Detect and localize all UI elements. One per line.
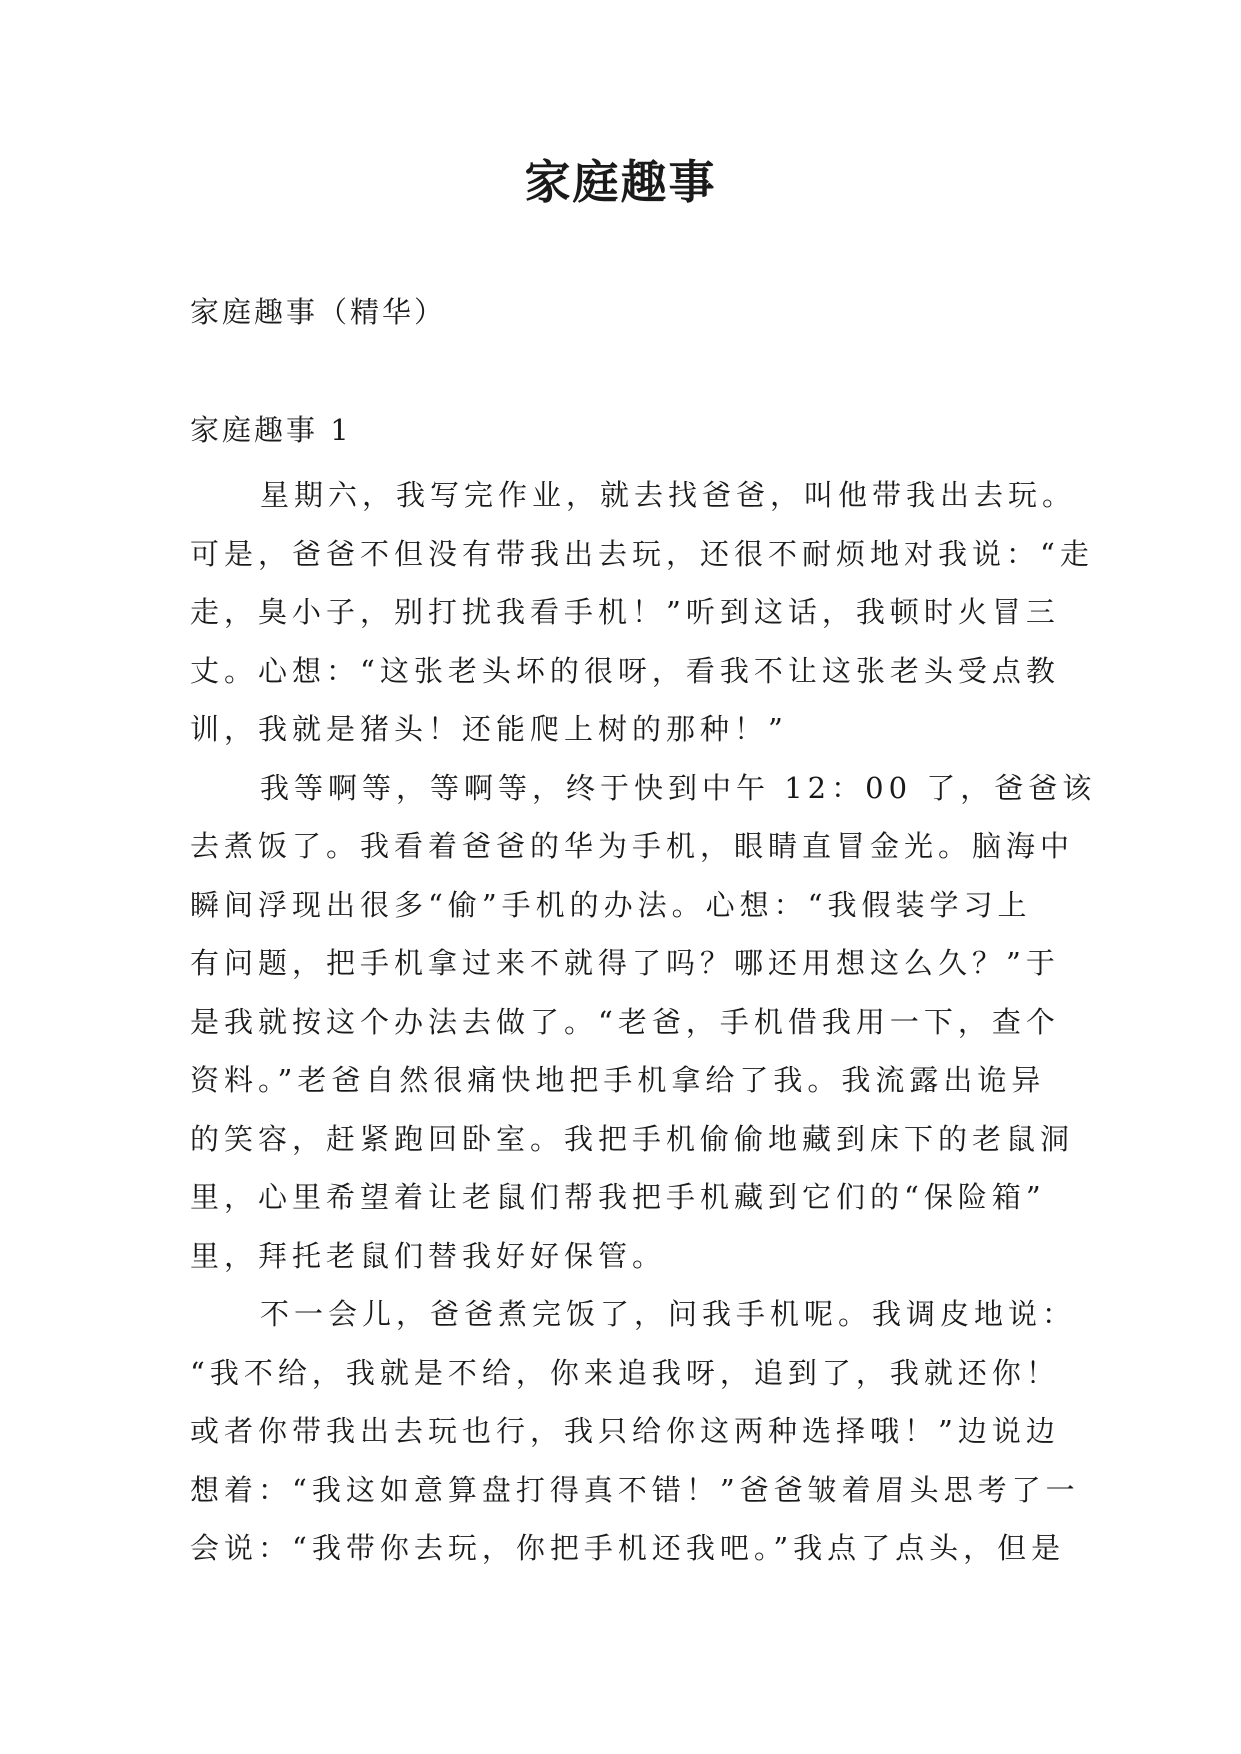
paragraph-line: 有问题，把手机拿过来不就得了吗？哪还用想这么久？”于 bbox=[190, 946, 1060, 980]
paragraph-line: “我不给，我就是不给，你来追我呀，追到了，我就还你！ bbox=[190, 1355, 1060, 1390]
paragraph-line: 去煮饭了。我看着爸爸的华为手机，眼睛直冒金光。脑海中 bbox=[190, 829, 1075, 863]
paragraph-line: 训，我就是猪头！还能爬上树的那种！” bbox=[190, 712, 788, 746]
paragraph-line: 不一会儿，爸爸煮完饭了，问我手机呢。我调皮地说： bbox=[260, 1297, 1077, 1331]
body-text bbox=[190, 466, 1097, 1578]
paragraph-line: 资料。”老爸自然很痛快地把手机拿给了我。我流露出诡异 bbox=[190, 1063, 1046, 1097]
paragraph-line: 或者你带我出去玩也行，我只给你这两种选择哦！”边说边 bbox=[190, 1414, 1060, 1448]
paragraph-line: 里，拜托老鼠们替我好好保管。 bbox=[190, 1238, 667, 1273]
paragraph-line: 瞬间浮现出很多“偷”手机的办法。心想：“我假装学习上 bbox=[190, 887, 1032, 922]
paragraph-line: 会说：“我带你去玩，你把手机还我吧。”我点了点头，但是 bbox=[190, 1531, 1066, 1565]
paragraph-line: 里，心里希望着让老鼠们帮我把手机藏到它们的“保险箱” bbox=[190, 1180, 1046, 1214]
paragraph-line: 想着：“我这如意算盘打得真不错！”爸爸皱着眉头思考了一 bbox=[190, 1472, 1080, 1507]
paragraph-line: 走，臭小子，别打扰我看手机！”听到这话，我顿时火冒三 bbox=[190, 595, 1060, 629]
paragraph-line: 我等啊等，等啊等，终于快到中午 12：00 了，爸爸该 bbox=[260, 770, 1097, 805]
paragraph-line: 星期六，我写完作业，就去找爸爸，叫他带我出去玩。 bbox=[260, 478, 1077, 512]
section-heading: 家庭趣事 1 bbox=[190, 413, 352, 447]
paragraph-line: 是我就按这个办法去做了。“老爸，手机借我用一下，查个 bbox=[190, 1004, 1060, 1039]
document-subtitle: 家庭趣事（精华） bbox=[190, 295, 447, 329]
paragraph-line: 可是，爸爸不但没有带我出去玩，还很不耐烦地对我说：“走 bbox=[190, 536, 1094, 571]
paragraph-line: 的笑容，赶紧跑回卧室。我把手机偷偷地藏到床下的老鼠洞 bbox=[190, 1121, 1075, 1156]
document-title: 家庭趣事 bbox=[524, 155, 717, 209]
paragraph-line: 丈。心想：“这张老头坏的很呀，看我不让这张老头受点教 bbox=[190, 653, 1060, 688]
